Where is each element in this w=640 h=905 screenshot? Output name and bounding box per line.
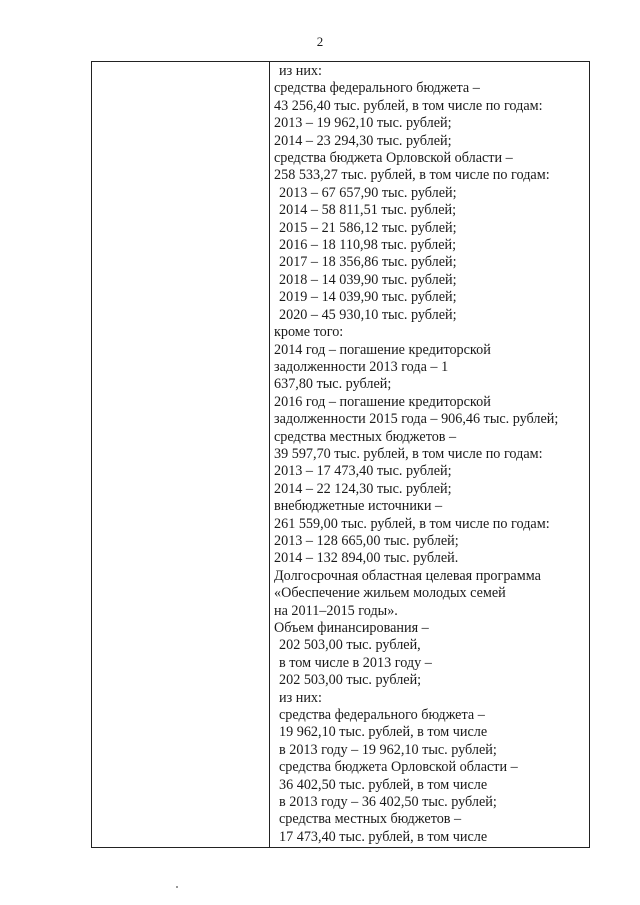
text-line: 2016 – 18 110,98 тыс. рублей; [279,237,457,254]
text-line: внебюджетные источники – [274,498,443,515]
table-right-column [270,62,589,847]
text-line: на 2011–2015 годы». [274,602,398,619]
text-line: Объем финансирования – [274,620,429,636]
text-line: 2020 – 45 930,10 тыс. рублей; [279,306,457,323]
table-left-column [92,62,270,847]
text-line: 2017 – 18 356,86 тыс. рублей; [279,254,457,271]
text-line: задолженности 2013 года – 1 [274,358,449,375]
text-line: 43 256,40 тыс. рублей, в том числе по годам: [274,97,543,114]
text-line: 2013 – 67 657,90 тыс. рублей; [279,184,457,201]
text-line: 17 473,40 тыс. рублей, в том числе [279,828,488,845]
text-line: 2014 – 58 811,51 тыс. рублей; [279,202,457,219]
text-line: 2018 – 14 039,90 тыс. рублей; [279,271,457,288]
text-line: 2013 – 19 962,10 тыс. рублей; [274,115,452,132]
text-line: средства федерального бюджета – [279,707,485,724]
text-line: 2014 – 22 124,30 тыс. рублей; [274,480,452,497]
text-line: 19 962,10 тыс. рублей, в том числе [279,724,488,741]
text-line: «Обеспечение жильем молодых семей [274,585,506,602]
scan-artifact [176,886,178,888]
text-line: в 2013 году – 36 402,50 тыс. рублей; [279,794,497,811]
text-line: 258 533,27 тыс. рублей, в том числе по годам: [274,167,550,184]
text-line: средства бюджета Орловской области – [274,150,513,167]
text-line: в 2013 году – 19 962,10 тыс. рублей; [279,741,497,758]
text-line: 2013 – 17 473,40 тыс. рублей; [274,463,452,480]
text-line: 202 503,00 тыс. рублей; [279,672,422,689]
text-line: 39 597,70 тыс. рублей, в том числе по годам: [274,445,543,462]
text-line: 2014 – 23 294,30 тыс. рублей; [274,132,452,149]
text-line: 2014 – 132 894,00 тыс. рублей. [274,550,459,567]
text-line: Долгосрочная областная целевая программа [274,567,541,584]
text-line: средства бюджета Орловской области – [279,759,518,776]
text-line: 2015 – 21 586,12 тыс. рублей; [279,219,457,236]
text-line: 261 559,00 тыс. рублей, в том числе по годам: [274,515,550,532]
text-line: в том числе в 2013 году – [279,654,432,671]
text-line: кроме того: [274,324,344,341]
text-line: 2013 – 128 665,00 тыс. рублей; [274,532,459,549]
text-line: 2014 год – погашение кредиторской [274,341,491,358]
text-line: 2019 – 14 039,90 тыс. рублей; [279,289,457,306]
text-line: средства местных бюджетов – [274,428,457,445]
text-line: 36 402,50 тыс. рублей, в том числе [279,776,488,793]
text-line: задолженности 2015 года – 906,46 тыс. рублей; [274,411,559,428]
document-table [91,61,590,848]
text-line: из них: [279,689,322,706]
text-line: средства местных бюджетов – [279,811,462,828]
text-line: 637,80 тыс. рублей; [274,376,392,393]
text-line: из них: [279,63,322,79]
text-line: 2016 год – погашение кредиторской [274,393,491,410]
text-line: средства федерального бюджета – [274,80,480,97]
page-number: 2 [316,34,324,49]
text-line: 202 503,00 тыс. рублей, [279,637,421,654]
